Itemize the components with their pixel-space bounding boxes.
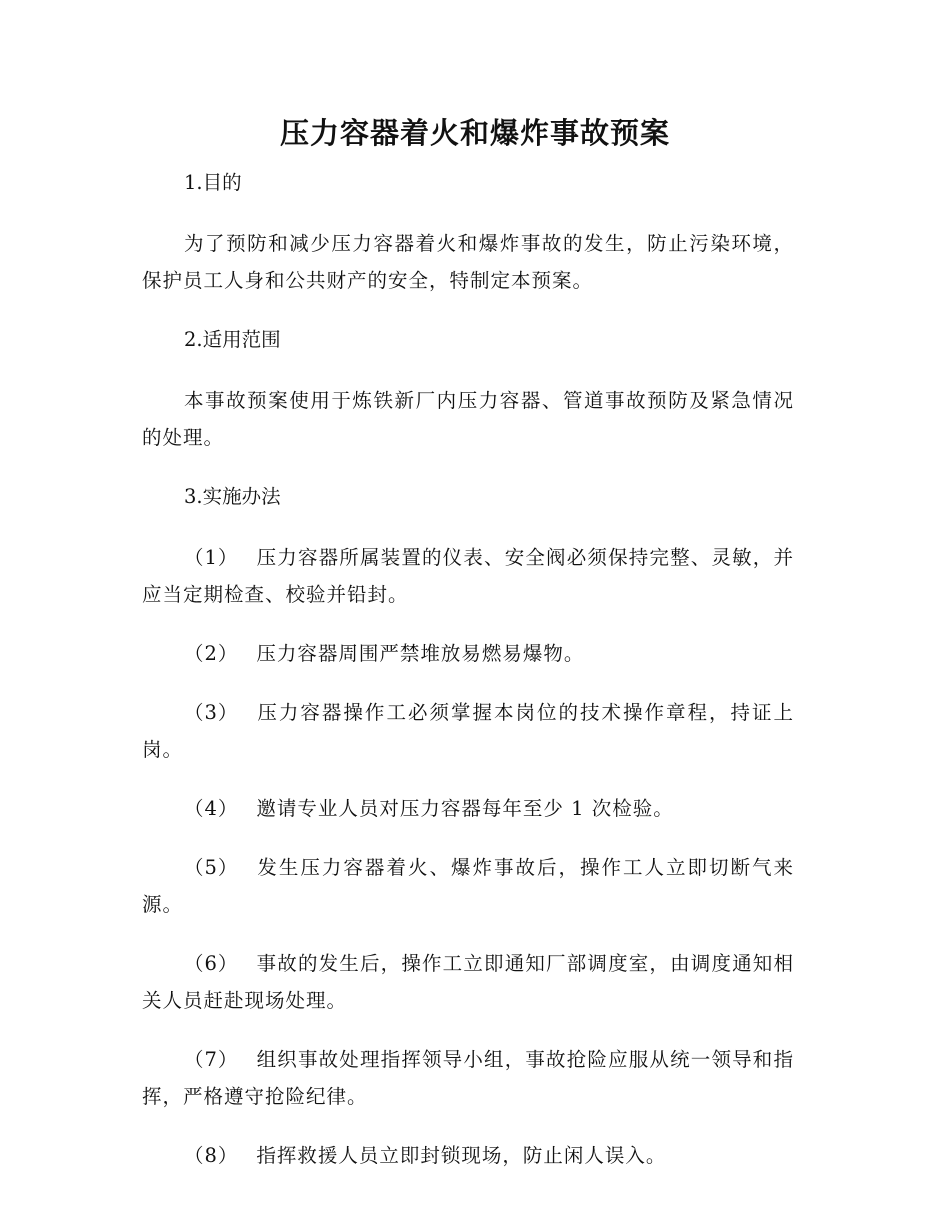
method-item-text: 压力容器操作工必须掌握本岗位的技术操作章程，持证上岗。 <box>142 701 794 761</box>
method-item-number: （6） <box>184 952 239 975</box>
method-item-text: 组织事故处理指挥领导小组，事故抢险应服从统一领导和指挥，严格遵守抢险纪律。 <box>142 1048 794 1108</box>
section-heading-purpose: 1.目的 <box>184 171 242 194</box>
method-item <box>142 1041 794 1115</box>
method-item-number: （1） <box>184 546 239 569</box>
method-item-number: （3） <box>184 701 239 724</box>
document-body <box>142 164 794 1196</box>
method-item-text: 邀请专业人员对压力容器每年至少 1 次检验。 <box>256 797 674 820</box>
method-item <box>142 694 794 768</box>
method-item-number: （2） <box>184 642 239 665</box>
method-item <box>142 790 794 827</box>
section-heading-scope: 2.适用范围 <box>184 328 281 351</box>
method-item <box>142 635 794 672</box>
method-item-text: 事故的发生后，操作工立即通知厂部调度室，由调度通知相关人员赶赴现场处理。 <box>142 952 794 1012</box>
method-item <box>142 1137 794 1174</box>
method-item-number: （7） <box>184 1048 239 1071</box>
method-item-number: （5） <box>184 856 239 879</box>
method-item-text: 指挥救援人员立即封锁现场，防止闲人误入。 <box>256 1144 667 1167</box>
method-item <box>142 539 794 613</box>
method-item-text: 发生压力容器着火、爆炸事故后，操作工人立即切断气来源。 <box>142 856 794 916</box>
method-item-text: 压力容器所属装置的仪表、安全阀必须保持完整、灵敏，并应当定期检查、校验并铅封。 <box>142 546 794 606</box>
section-text-purpose: 为了预防和减少压力容器着火和爆炸事故的发生，防止污染环境，保护员工人身和公共财产的安全，特制定本预案。 <box>142 232 794 292</box>
method-item <box>142 849 794 923</box>
method-item-text: 压力容器周围严禁堆放易燃易爆物。 <box>256 642 585 665</box>
section-heading-methods: 3.实施办法 <box>184 485 281 508</box>
method-item-number: （4） <box>184 797 239 820</box>
method-item-number: （8） <box>184 1144 239 1167</box>
document-title: 压力容器着火和爆炸事故预案 <box>279 116 670 150</box>
method-item <box>142 945 794 1019</box>
section-text-scope: 本事故预案使用于炼铁新厂内压力容器、管道事故预防及紧急情况的处理。 <box>142 389 794 449</box>
